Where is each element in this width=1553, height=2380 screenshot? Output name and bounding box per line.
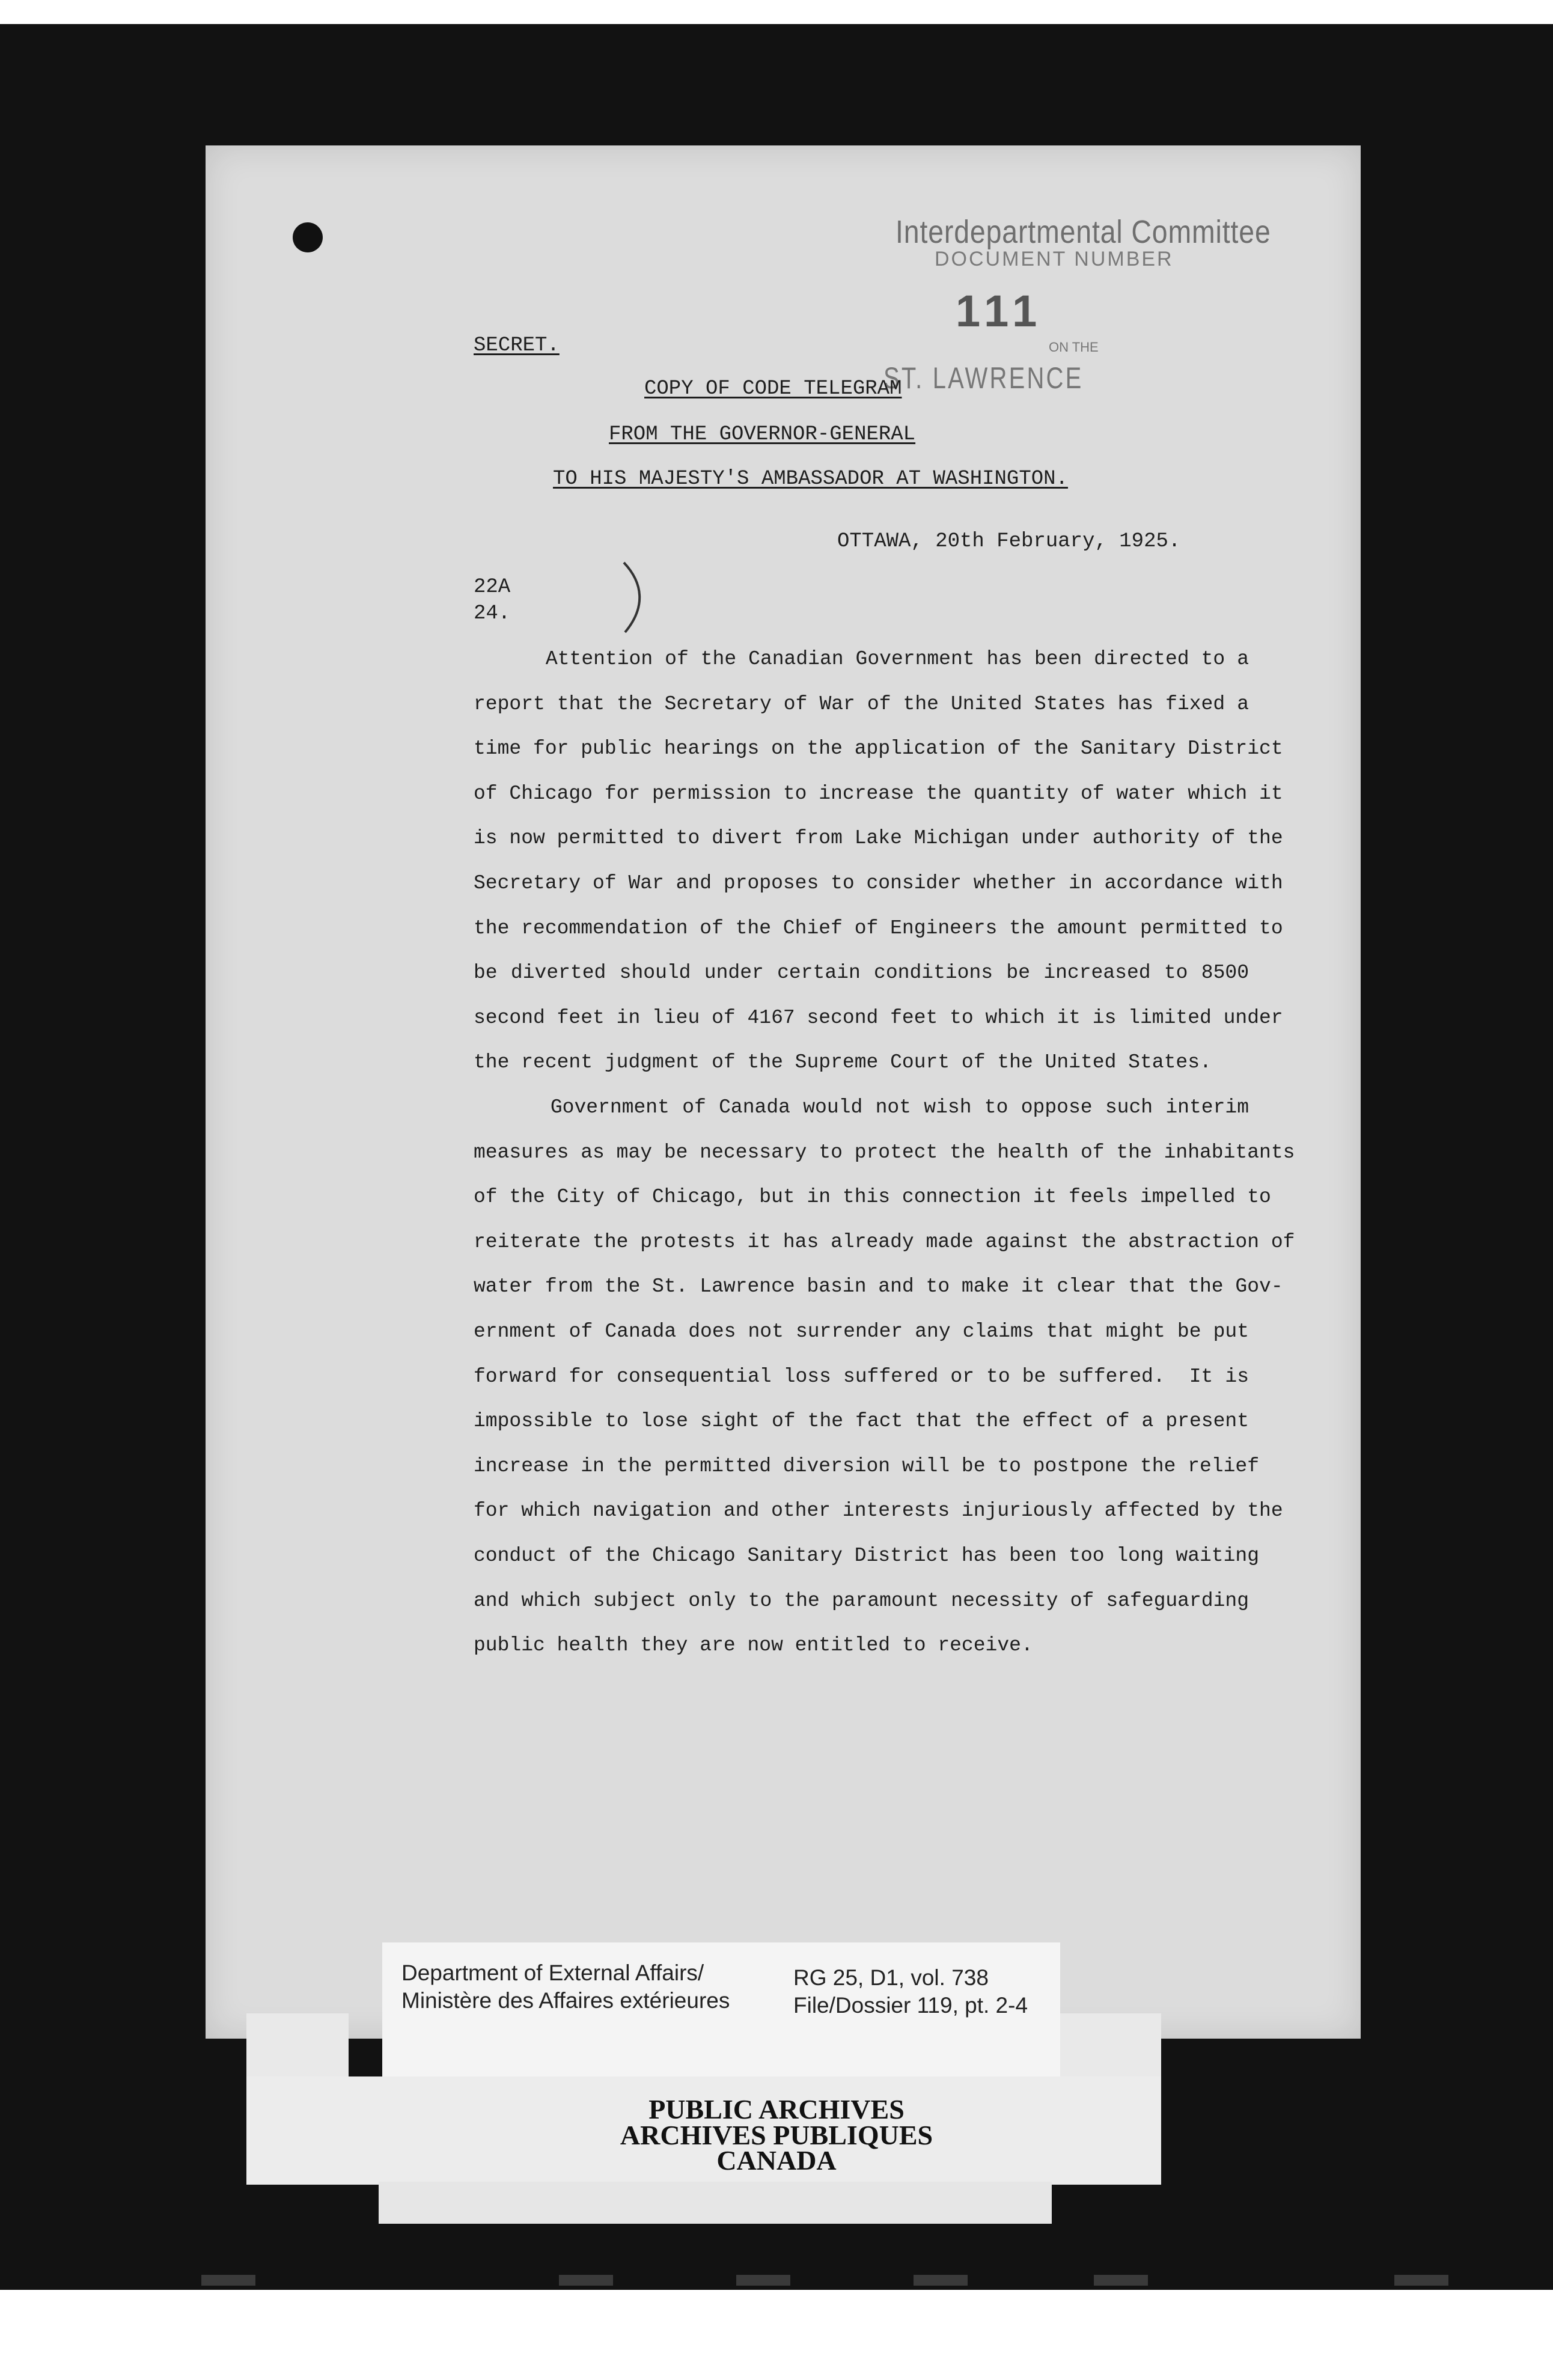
body-line: and which subject only to the paramount necessity of safeguarding — [474, 1589, 1249, 1612]
archives-english: PUBLIC ARCHIVES — [648, 2094, 905, 2125]
record-group-reference: RG 25, D1, vol. 738 — [793, 1965, 989, 1990]
body-line: of the City of Chicago, but in this connection it feels impelled to — [474, 1186, 1271, 1209]
department-french: Ministère des Affaires extérieures — [401, 1988, 730, 2013]
reference-number-1: 22A — [474, 576, 511, 599]
body-line: the recent judgment of the Supreme Court of the United States. — [474, 1051, 1212, 1074]
punch-hole — [293, 222, 323, 252]
dateline: OTTAWA, 20th February, 1925. — [837, 530, 1181, 553]
body-line: time for public hearings on the application of the Sanitary District — [474, 737, 1283, 760]
title-line-2: FROM THE GOVERNOR-GENERAL — [609, 423, 916, 446]
reference-number-2: 24. — [474, 602, 511, 625]
body-line: Attention of the Canadian Government has been directed to a — [474, 648, 1249, 670]
body-line: for which navigation and other interests injuriously affected by the — [474, 1500, 1283, 1522]
title-line-1: COPY OF CODE TELEGRAM — [644, 377, 902, 400]
body-line: second feet in lieu of 4167 second feet to which it is limited under — [474, 1006, 1283, 1029]
body-line: increase in the permitted diversion will be to postpone the relief — [474, 1454, 1260, 1477]
classification: SECRET. — [474, 334, 560, 357]
stamp-number: 111 — [956, 286, 1043, 336]
body-line: impossible to lose sight of the fact that the effect of a present — [474, 1410, 1249, 1433]
archives-country: CANADA — [716, 2145, 837, 2176]
body-line: Secretary of War and proposes to consider whether in accordance with — [474, 872, 1283, 894]
body-line: reiterate the protests it has already made against the abstraction of — [474, 1230, 1295, 1253]
body-line: be diverted should under certain conditions be increased to 8500 — [474, 962, 1249, 984]
body-line: water from the St. Lawrence basin and to make it clear that the Gov- — [474, 1275, 1283, 1298]
body-line: public health they are now entitled to receive. — [474, 1634, 1033, 1657]
stamp-subject: ST. LAWRENCE — [883, 361, 1084, 395]
department-english: Department of External Affairs/ — [401, 1960, 704, 1985]
body-line: of Chicago for permission to increase the quantity of water which it — [474, 782, 1283, 805]
stamp-document-number-label: DOCUMENT NUMBER — [935, 248, 1174, 270]
stamp-on-the: ON THE — [1049, 340, 1099, 355]
body-line: the recommendation of the Chief of Engineers the amount permitted to — [474, 917, 1283, 939]
body-line: measures as may be necessary to protect the health of the inhabitants — [474, 1141, 1295, 1164]
archive-card-lower — [379, 2182, 1052, 2224]
pen-mark — [619, 559, 655, 637]
film-edge-marks — [0, 2275, 1553, 2287]
title-line-3: TO HIS MAJESTY'S AMBASSADOR AT WASHINGTON. — [553, 468, 1068, 490]
body-line: forward for consequential loss suffered or to be suffered. It is — [474, 1365, 1249, 1388]
archives-french: ARCHIVES PUBLIQUES — [620, 2120, 933, 2150]
body-line: Government of Canada would not wish to oppose such interim — [474, 1096, 1249, 1118]
body-line: conduct of the Chicago Sanitary District has been too long waiting — [474, 1545, 1260, 1567]
body-line: report that the Secretary of War of the United States has fixed a — [474, 692, 1249, 715]
stamp-committee: Interdepartmental Committee — [895, 214, 1271, 250]
body-line: is now permitted to divert from Lake Michigan under authority of the — [474, 827, 1283, 850]
body-line: ernment of Canada does not surrender any claims that might be put — [474, 1320, 1249, 1343]
file-reference: File/Dossier 119, pt. 2-4 — [793, 1993, 1028, 2018]
